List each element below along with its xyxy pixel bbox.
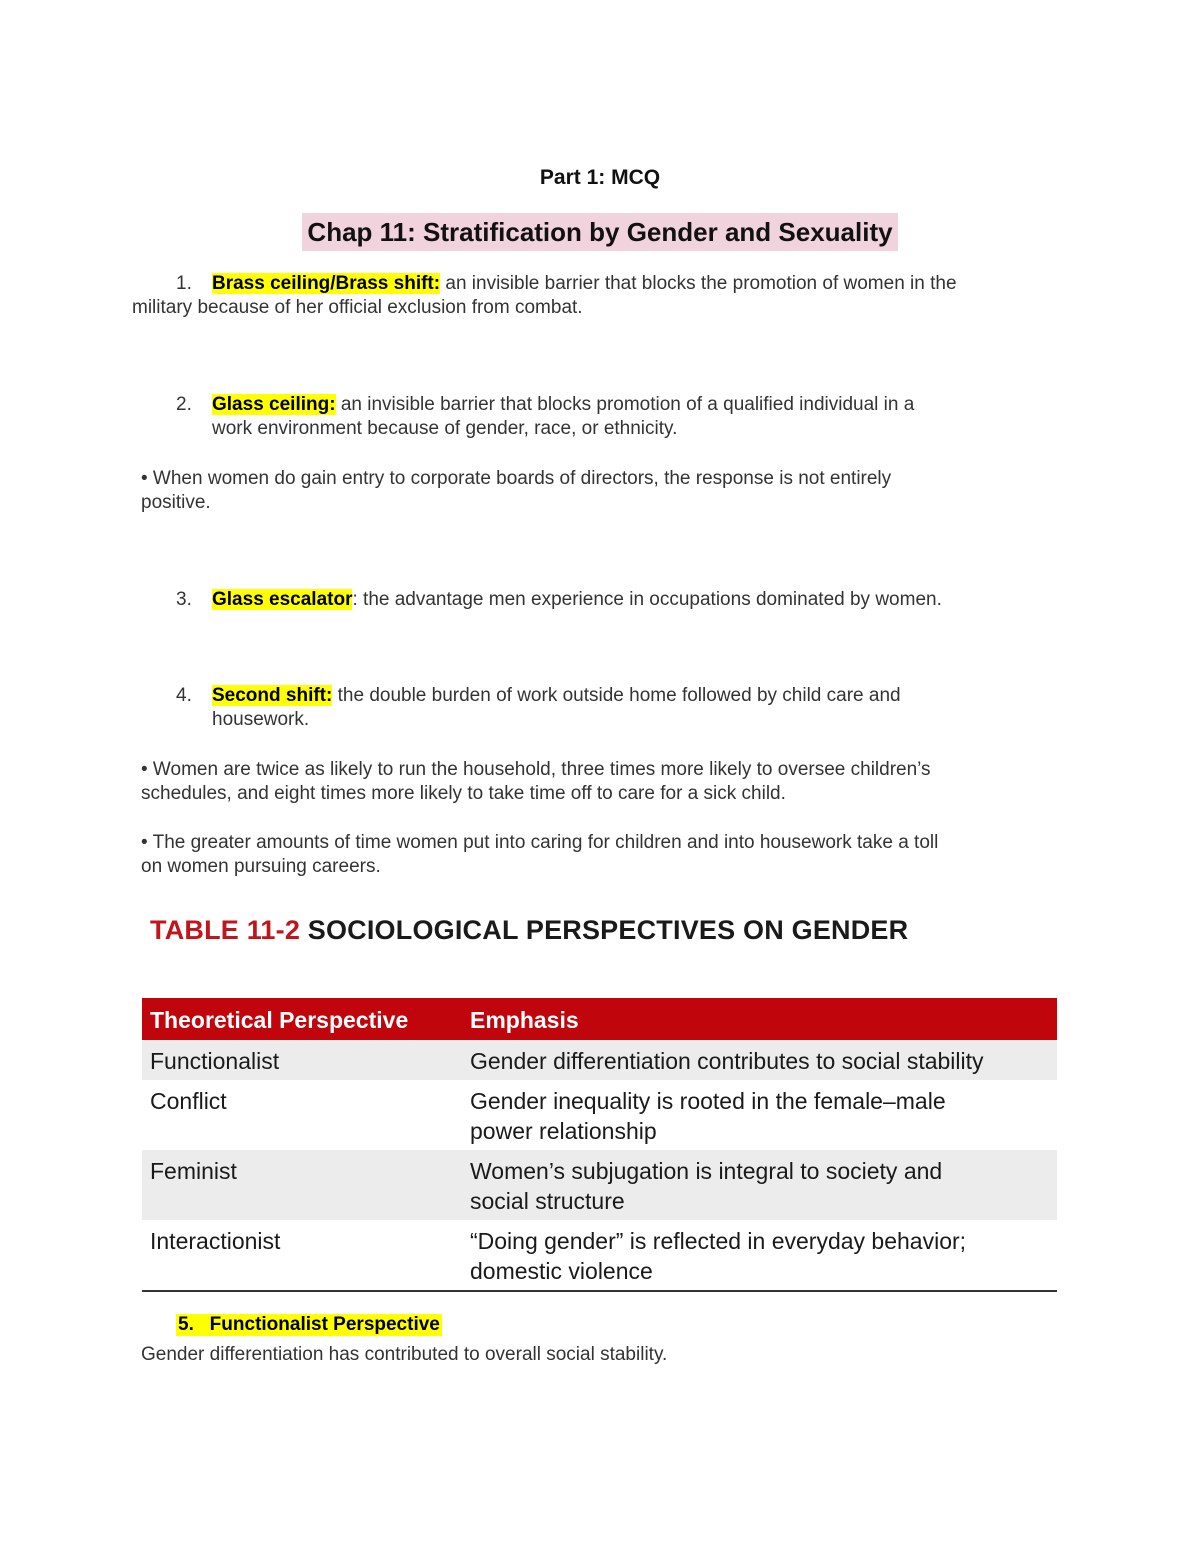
term-definition: an invisible barrier that blocks promotion of a qualified individual in a (335, 394, 915, 415)
bullet-text: • Women are twice as likely to run the household, three times more likely to oversee children’s (141, 759, 931, 780)
perspective-cell: Feminist (142, 1150, 462, 1220)
functionalist-text: Gender differentiation has contributed to overall social stability. (141, 1344, 668, 1365)
term-highlight: Second shift: (212, 685, 333, 706)
item-number: 4. (176, 685, 192, 706)
term-highlight: Brass ceiling/Brass shift: (212, 273, 441, 294)
list-item (176, 588, 1056, 612)
item-number: 3. (176, 589, 192, 610)
term-definition: the double burden of work outside home followed by child care and (332, 685, 901, 706)
table-row (142, 1040, 1057, 1080)
bullet-point (141, 758, 1056, 806)
perspective-cell: Conflict (150, 1088, 227, 1114)
column-header: Emphasis (462, 998, 1057, 1040)
perspectives-table (142, 998, 1057, 1292)
emphasis-cell: Gender differentiation contributes to social stability (462, 1040, 1057, 1080)
column-header: Theoretical Perspective (142, 998, 462, 1040)
perspective-cell: Interactionist (142, 1220, 462, 1291)
chapter-title: Chap 11: Stratification by Gender and Sexuality (302, 213, 897, 251)
term-definition: : the advantage men experience in occupations dominated by women. (352, 589, 942, 610)
perspective-cell: Functionalist (142, 1040, 462, 1080)
term-definition-cont: military because of her official exclusion from combat. (132, 297, 583, 318)
bullet-text: • When women do gain entry to corporate boards of directors, the response is not entirely (141, 468, 892, 489)
emphasis-cell: “Doing gender” is reflected in everyday behavior; domestic violence (462, 1220, 1057, 1291)
item-number: 2. (176, 394, 192, 415)
table-number: TABLE 11-2 (150, 915, 301, 945)
term-highlight: Glass escalator (212, 589, 353, 610)
table-caption: SOCIOLOGICAL PERSPECTIVES ON GENDER (300, 915, 909, 945)
table-row (142, 1150, 1057, 1220)
list-item (176, 684, 1056, 732)
item-number: 1. (176, 273, 192, 294)
bullet-text: • The greater amounts of time women put into caring for children and into housework take a toll (141, 832, 939, 853)
list-item (132, 272, 1062, 320)
list-item (176, 393, 1056, 441)
emphasis-cell: Gender inequality is rooted in the female–male power relationship (470, 1088, 946, 1144)
part-title: Part 1: MCQ (539, 166, 661, 189)
functionalist-heading: 5. Functionalist Perspective (178, 1314, 440, 1335)
table-row (142, 1220, 1057, 1291)
table-row (142, 1080, 1057, 1150)
term-definition-cont: housework. (212, 709, 310, 730)
bullet-text-cont: positive. (141, 492, 211, 513)
bullet-text-cont: schedules, and eight times more likely to take time off to care for a sick child. (141, 783, 786, 804)
bullet-point (141, 467, 1056, 515)
emphasis-cell: Women’s subjugation is integral to society and social structure (462, 1150, 1057, 1220)
bullet-point (141, 831, 1056, 879)
bullet-text-cont: on women pursuing careers. (141, 856, 381, 877)
term-definition-cont: work environment because of gender, race, or ethnicity. (212, 418, 678, 439)
term-highlight: Glass ceiling: (212, 394, 336, 415)
table-title (150, 915, 908, 946)
term-definition: an invisible barrier that blocks the promotion of women in the (440, 273, 957, 294)
